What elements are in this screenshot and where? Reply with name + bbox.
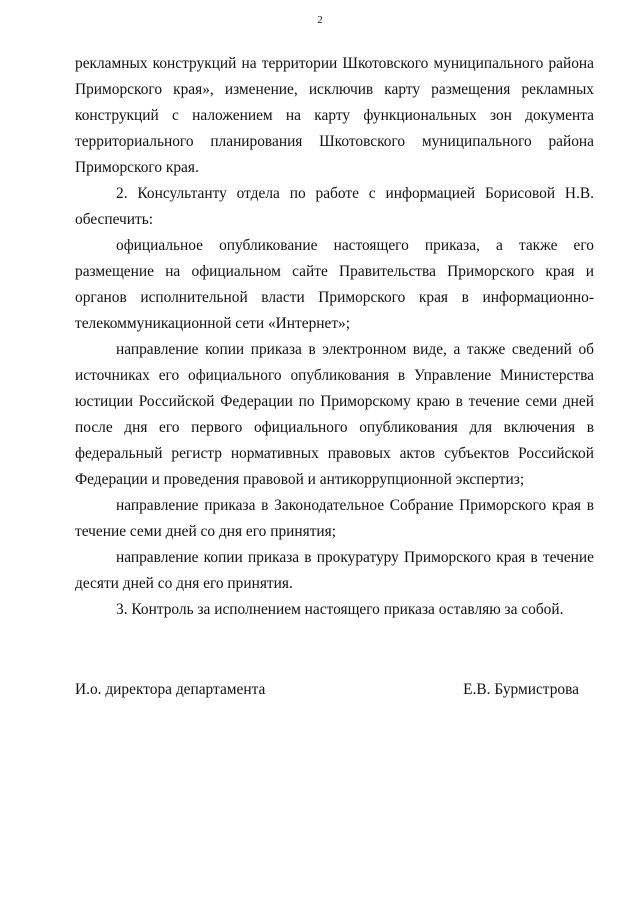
paragraph-prosecutor: направление копии приказа в прокуратуру Приморского края в течение десяти дней со дня его принятия. — [75, 549, 594, 592]
signatory-name: Е.В. Бурмистрова — [463, 681, 579, 698]
page-number: 2 — [317, 14, 323, 26]
signature-block — [75, 677, 579, 703]
paragraph-legislative-assembly: направление приказа в Законодательное Собрание Приморского края в течение семи дней со дня его принятия; — [75, 497, 594, 540]
signatory-position: И.о. директора департамента — [75, 681, 266, 698]
document-body — [75, 51, 594, 623]
paragraph-item-2: 2. Консультанту отдела по работе с информацией Борисовой Н.В. обеспечить: — [75, 185, 594, 228]
paragraph-continuation: рекламных конструкций на территории Шкотовского муниципального района Приморского края», изменение, исключив карту размещения рекламных конструкций с наложением на карту функциональных зон документа территориального планирования Шкотовского муниципального района Приморского края. — [75, 55, 594, 176]
paragraph-official-publication: официальное опубликование настоящего приказа, а также его размещение на официальном сайте Правительства Приморского края и органов исполнительной власти Приморского края в информационно-телекоммуникационной сети «Интернет»; — [75, 237, 594, 332]
paragraph-ministry-of-justice: направление копии приказа в электронном виде, а также сведений об источниках его официального опубликования в Управление Министерства юстиции Российской Федерации по Приморскому краю в течение семи дней после дня его первого официального опубликования для включения в федеральный регистр нормативных правовых актов субъектов Российской Федерации и проведения правовой и антикоррупционной экспертиз; — [75, 341, 594, 488]
paragraph-item-3: 3. Контроль за исполнением настоящего приказа оставляю за собой. — [116, 601, 564, 618]
